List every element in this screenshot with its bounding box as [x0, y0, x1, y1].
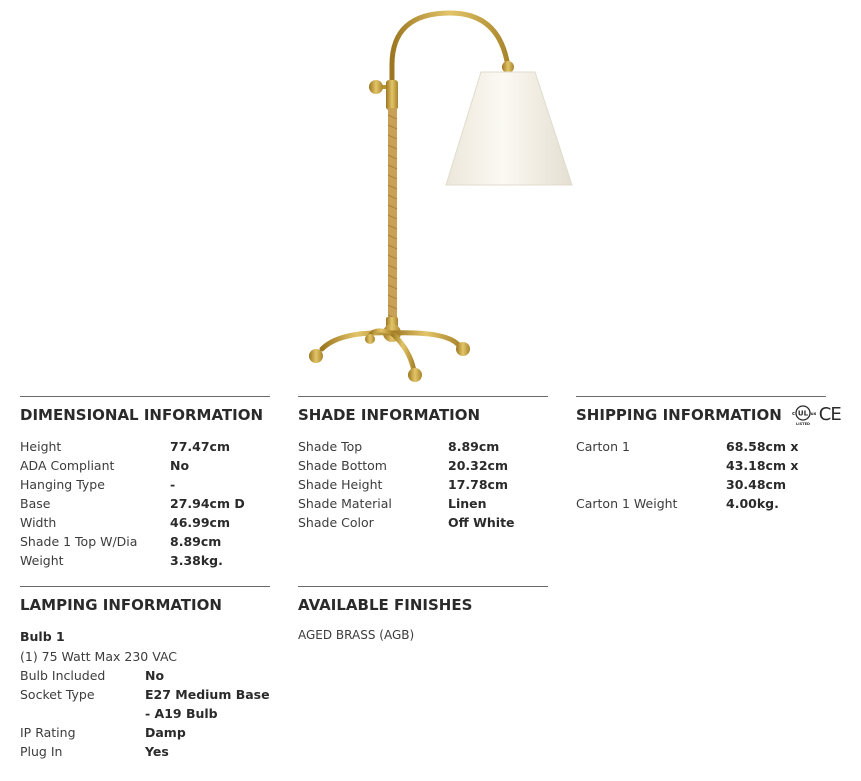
info-row — [20, 723, 270, 742]
info-row-value: 77.47cm — [170, 439, 230, 454]
info-row — [20, 475, 270, 494]
info-row-value: No — [170, 458, 190, 473]
info-row — [20, 551, 270, 570]
svg-text:us: us — [810, 412, 816, 417]
finishes-title: AVAILABLE FINISHES — [298, 596, 473, 614]
info-row-value: 8.89cm — [448, 439, 500, 454]
info-row-label: ADA Compliant — [20, 458, 115, 473]
info-row-value: 8.89cm — [170, 534, 222, 549]
info-row — [20, 437, 270, 456]
info-row-value: 46.99cm — [170, 515, 230, 530]
info-row-label: Shade Color — [298, 515, 374, 530]
info-row — [20, 685, 270, 723]
info-row-label: Width — [20, 515, 57, 530]
info-row-value: 4.00kg. — [726, 496, 779, 511]
info-row-value: 20.32cm — [448, 458, 508, 473]
info-row-label: Hanging Type — [20, 477, 105, 492]
info-row-label: Shade Top — [298, 439, 363, 454]
info-row-value: Off White — [448, 515, 515, 530]
info-row — [20, 513, 270, 532]
shade-info-title: SHADE INFORMATION — [298, 406, 481, 424]
dimensional-info-section — [20, 396, 270, 570]
info-row-label: Carton 1 Weight — [576, 496, 678, 511]
info-row-value: 3.38kg. — [170, 553, 223, 568]
lamping-info-title: LAMPING INFORMATION — [20, 596, 222, 614]
info-row-label: Plug In — [20, 744, 63, 759]
info-row — [576, 437, 826, 494]
svg-text:UL: UL — [797, 409, 808, 418]
info-row-label: Base — [20, 496, 51, 511]
info-row — [298, 513, 548, 532]
info-row-label: Shade Height — [298, 477, 383, 492]
info-row-value: E27 Medium Base - A19 Bulb — [145, 687, 270, 721]
svg-text:LISTED: LISTED — [795, 422, 810, 426]
info-row-value: No — [145, 668, 165, 683]
info-row-value: Yes — [145, 744, 169, 759]
info-row-label: Weight — [20, 553, 64, 568]
ul-listed-icon — [790, 404, 816, 426]
dimensional-info-title: DIMENSIONAL INFORMATION — [20, 406, 264, 424]
info-row-value: Linen — [448, 496, 487, 511]
shipping-info-title-row — [576, 404, 841, 426]
info-row — [298, 437, 548, 456]
finishes-list — [298, 626, 548, 645]
info-row-value: 68.58cm x 43.18cm x 30.48cm — [726, 439, 799, 492]
certification-marks — [790, 404, 841, 426]
shipping-info-section — [576, 396, 841, 513]
shade-info-rows — [298, 437, 548, 532]
info-row-label: IP Rating — [20, 725, 76, 740]
finishes-section — [298, 586, 548, 645]
dimensional-info-rows — [20, 437, 270, 570]
info-row — [298, 456, 548, 475]
product-image-lamp — [300, 5, 590, 387]
info-row — [20, 666, 270, 685]
info-row-label: Height — [20, 439, 62, 454]
finish-item: AGED BRASS (AGB) — [298, 628, 415, 642]
shade-info-section — [298, 396, 548, 532]
info-row — [298, 494, 548, 513]
info-row-label: Shade Material — [298, 496, 392, 511]
svg-text:c: c — [791, 411, 795, 417]
info-row-label: Shade Bottom — [298, 458, 387, 473]
shipping-info-rows — [576, 437, 826, 513]
info-row-label: Bulb Included — [20, 668, 106, 683]
bulb-heading: Bulb 1 — [20, 629, 65, 644]
info-row — [298, 475, 548, 494]
info-row-value: - — [170, 477, 176, 492]
ce-mark-icon: CE — [818, 404, 841, 425]
bulb-description: (1) 75 Watt Max 230 VAC — [20, 649, 178, 664]
info-row-label: Shade 1 Top W/Dia — [20, 534, 138, 549]
info-row — [20, 532, 270, 551]
info-row-label: Socket Type — [20, 687, 95, 702]
lamping-info-section — [20, 586, 270, 761]
info-row — [20, 742, 270, 761]
info-row — [20, 456, 270, 475]
info-row-value: Damp — [145, 725, 186, 740]
info-row — [576, 494, 826, 513]
shipping-info-title: SHIPPING INFORMATION — [576, 406, 782, 424]
lamping-info-rows — [20, 666, 270, 761]
info-row-label: Carton 1 — [576, 439, 630, 454]
info-row — [20, 494, 270, 513]
info-row-value: 17.78cm — [448, 477, 508, 492]
info-row-value: 27.94cm D — [170, 496, 245, 511]
